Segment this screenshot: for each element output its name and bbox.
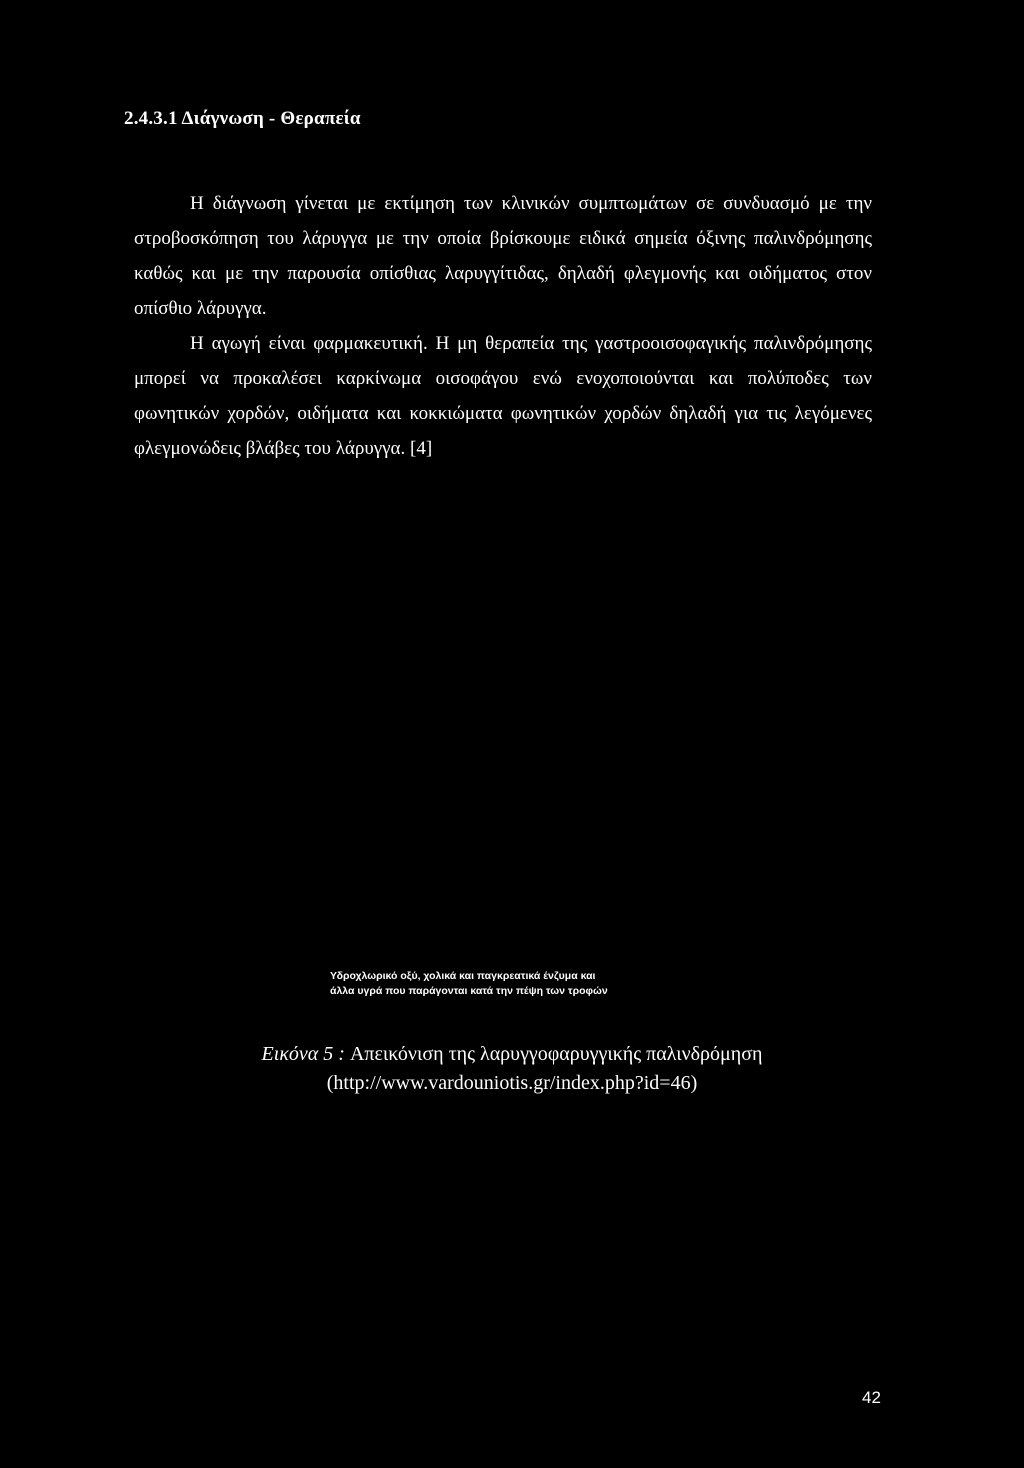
paragraph-treatment: Η αγωγή είναι φαρμακευτική. Η μη θεραπεία της γαστροοισοφαγικής παλινδρόμησης μπορεί να προκαλέσει καρκίνωμα οισοφάγου ενώ ενοχοποιούνται και πολύποδες των φωνητικών χορδών, οιδήματα και κοκκιώματα φωνητικών χορδών δηλαδή για τις λεγόμενες φλεγμονώδεις βλάβες του λάρυγγα. [4] [134,333,872,459]
figure-label-line-1: Υδροχλωρικό οξύ, χολικά και παγκρεατικά ένζυμα και [330,970,596,982]
paragraph-diagnosis: Η διάγνωση γίνεται με εκτίμηση των κλινικών συμπτωμάτων σε συνδυασμό με την στροβοσκόπηση του λάρυγγα με την οποία βρίσκουμε ειδικά σημεία όξινης παλινδρόμησης καθώς και με την παρουσία οπίσθιας λαρυγγίτιδας, δηλαδή φλεγμονής και οιδήματος στον οπίσθιο λάρυγγα. [134,193,872,319]
caption-source-link: (http://www.vardouniotis.gr/index.php?id=46) [326,1072,698,1094]
caption-title: Απεικόνιση της λαρυγγοφαρυγγικής παλινδρόμηση [349,1043,763,1065]
figure-caption [0,1040,1024,1098]
figure-reflux-illustration [230,970,800,1014]
page-number: 42 [862,1388,881,1407]
section-heading: 2.4.3.1 Διάγνωση - Θεραπεία [124,108,361,129]
figure-label-line-2: άλλα υγρά που παράγονται κατά την πέψη των τροφών [330,985,608,997]
caption-separator: : [333,1043,350,1065]
caption-title-line [0,1040,1024,1069]
body-text [134,186,872,466]
caption-figure-label: Εικόνα 5 [261,1043,334,1065]
